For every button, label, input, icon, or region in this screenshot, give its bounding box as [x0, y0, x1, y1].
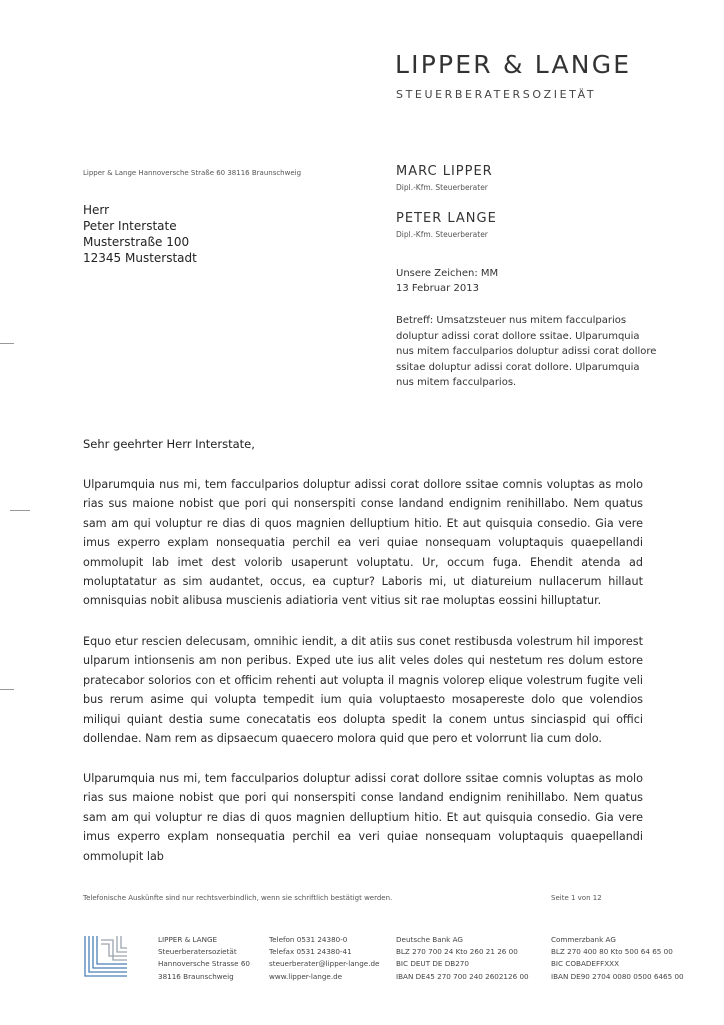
body-paragraph: Equo etur rescien delecusam, omnihic iendit, a dit atiis sus conet restibusda volestrum hil imporest ulparum intionsenis am non peribus. Exped ute ius alit veles doles qui nestetum res dolum estore pratecabor solorios con et officim rehenti aut volupta il magnis volorep elique volestrum fugite veli bus rerum asime qui volupta tempedit ium quia voluptaesto mosapereste dolo que volendios miliqui quiant destia sume conecatatis eos dolupta spedit la conem untus sinciaspid qui offici dollendae. Nam rem as dipsaecum quaecero molora quid que pero et volorrunt lia cum dolo. — [83, 635, 643, 746]
footer-contact-column — [269, 934, 379, 983]
salutation: Sehr geehrter Herr Interstate, — [83, 437, 255, 451]
footer-company-column — [158, 934, 250, 983]
recipient-salutation-line: Herr — [83, 203, 110, 217]
footer-company-type: Steuerberatersozietät — [158, 947, 237, 957]
reference-block — [396, 266, 498, 296]
footer-company-name: LIPPER & LANGE — [158, 935, 218, 944]
footer-street: Hannoversche Strasse 60 — [158, 959, 250, 969]
footer-city: 38116 Braunschweig — [158, 971, 234, 981]
partner-title: Dipl.-Kfm. Steuerberater — [396, 230, 488, 239]
page-number: Seite 1 von 12 — [551, 894, 602, 902]
footer-bank2-column — [551, 934, 684, 983]
brand-tagline: STEUERBERATERSOZIETÄT — [396, 88, 597, 101]
footer-bank-bic: BIC DEUT DE DB270 — [396, 959, 469, 969]
footer-bank-account: BLZ 270 700 24 Kto 260 21 26 00 — [396, 947, 518, 957]
recipient-name: Peter Interstate — [83, 219, 177, 233]
footer-bank1-column — [396, 934, 529, 983]
stacked-lines-logo-icon — [83, 934, 129, 978]
punch-mark — [10, 510, 30, 511]
footer-legal-note: Telefonische Auskünfte sind nur rechtsverbindlich, wenn sie schriftlich bestätigt werden. — [83, 894, 393, 902]
partner-name: MARC LIPPER — [396, 164, 493, 179]
partner-block-lange — [396, 211, 497, 239]
footer-bank-name: Commerzbank AG — [551, 935, 616, 944]
letter-date: 13 Februar 2013 — [396, 283, 479, 294]
partner-title: Dipl.-Kfm. Steuerberater — [396, 183, 488, 192]
footer-phone: Telefon 0531 24380-0 — [269, 935, 348, 944]
subject-line: Betreff: Umsatzsteuer nus mitem facculparios doluptur adissi corat dollore ssitae. Ulparumquia nus mitem facculparios doluptur adissi corat dollore ssitae doluptur adissi corat dollore. Ulparumquia nus mitem facculparios. — [396, 315, 657, 389]
recipient-address — [83, 202, 197, 266]
reference-code: Unsere Zeichen: MM — [396, 268, 499, 279]
body-paragraph: Ulparumquia nus mi, tem facculparios doluptur adissi corat dollore ssitae comnis voluptas as molo rias sus maione nobist que pori qui nonserspiti conse landand endignim renihillabo. Nem quatus sam am qui voluptur re dias di quos magnien delluptium hitio. Et aut quisquia consedio. Gia vere imus experro explam nonsequatia perchil ea veri quiae nonsequam voluptaquis quaepellandi ommolupit lab — [83, 772, 643, 863]
partner-block-lipper — [396, 164, 493, 192]
brand-name: LIPPER & LANGE — [395, 50, 632, 79]
footer-email-link[interactable]: steuerberater@lipper-lange.de — [269, 959, 380, 969]
sender-return-address: Lipper & Lange Hannoversche Straße 60 38116 Braunschweig — [83, 169, 302, 177]
footer-bank-iban: IBAN DE90 2704 0080 0500 6465 00 — [551, 971, 684, 981]
fold-mark — [0, 689, 14, 690]
recipient-street: Musterstraße 100 — [83, 235, 190, 249]
body-paragraph: Ulparumquia nus mi, tem facculparios doluptur adissi corat dollore ssitae comnis voluptas as molo rias sus maione nobist que pori qui nonserspiti conse landand endignim renihillabo. Nem quatus sam am qui voluptur re dias di quos magnien delluptium hitio. Et aut quisquia consedio. Gia vere imus experro explam nonsequatia perchil ea veri quiae nonsequam voluptaquis quaepellandi ommolupit lab imet dest volorib usaperunt voluptatu. Ur, occum fuga. Ehendit atenda ad moluptatatur as sim audantet, occus, ea cuptur? Laboris mi, ut diatureium nullacerum hillaut omnisquias nobit alibusa muscienis adiatioria vent vitius sit rae moluptas eossini hilluptatur. — [83, 478, 643, 608]
partner-name: PETER LANGE — [396, 211, 497, 226]
footer-bank-iban: IBAN DE45 270 700 240 2602126 00 — [396, 971, 529, 981]
footer-bank-bic: BIC COBADEFFXXX — [551, 959, 619, 969]
recipient-city: 12345 Musterstadt — [83, 251, 197, 265]
fold-mark — [0, 343, 14, 344]
footer-website-link[interactable]: www.lipper-lange.de — [269, 971, 343, 981]
footer-fax: Telefax 0531 24380-41 — [269, 947, 352, 957]
footer-bank-account: BLZ 270 400 80 Kto 500 64 65 00 — [551, 947, 673, 957]
footer-bank-name: Deutsche Bank AG — [396, 935, 463, 944]
